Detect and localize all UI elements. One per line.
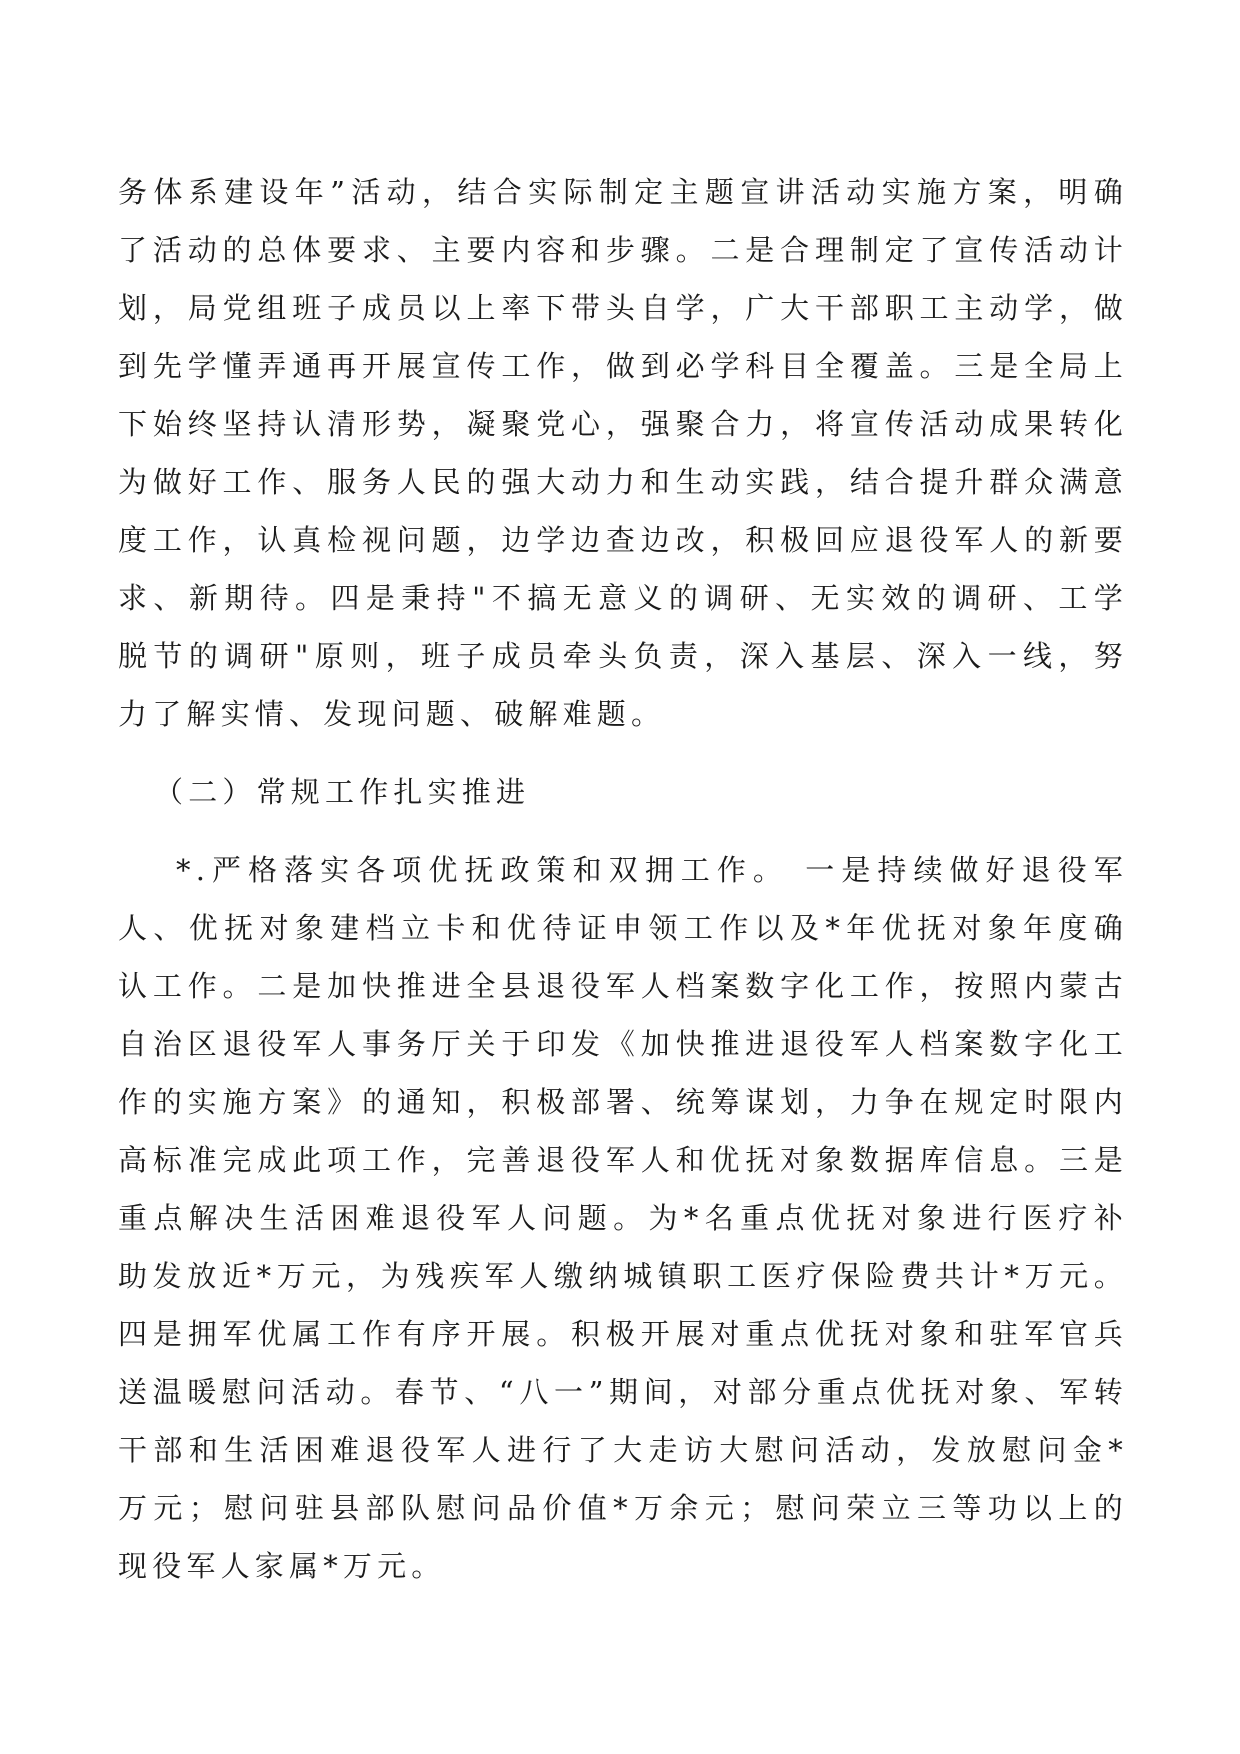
paragraph-continued: 务体系建设年”活动，结合实际制定主题宣讲活动实施方案，明确了活动的总体要求、主要内容和步骤。二是合理制定了宣传活动计划，局党组班子成员以上率下带头自学，广大干部职工主动学，做到先学懂弄通再开展宣传工作，做到必学科目全覆盖。三是全局上下始终坚持认清形势，凝聚党心，强聚合力，将宣传活动成果转化为做好工作、服务人民的强大动力和生动实践，结合提升群众满意度工作，认真检视问题，边学边查边改，积极回应退役军人的新要求、新期待。四是秉持"不搞无意义的调研、无实效的调研、工学脱节的调研"原则，班子成员牵头负责，深入基层、深入一线，努力了解实情、发现问题、破解难题。 bbox=[118, 175, 1128, 731]
paragraph-policy: *.严格落实各项优抚政策和双拥工作。 一是持续做好退役军人、优抚对象建档立卡和优待证申领工作以及*年优抚对象年度确认工作。二是加快推进全县退役军人档案数字化工作，按照内蒙古自治区退役军人事务厅关于印发《加快推进退役军人档案数字化工作的实施方案》的通知，积极部署、统筹谋划，力争在规定时限内高标准完成此项工作，完善退役军人和优抚对象数据库信息。三是重点解决生活困难退役军人问题。为*名重点优抚对象进行医疗补助发放近*万元，为残疾军人缴纳城镇职工医疗保险费共计*万元。四是拥军优属工作有序开展。积极开展对重点优抚对象和驻军官兵送温暖慰问活动。春节、“八一”期间，对部分重点优抚对象、军转干部和生活困难退役军人进行了大走访大慰问活动，发放慰问金*万元；慰问驻县部队慰问品价值*万余元；慰问荣立三等功以上的现役军人家属*万元。 bbox=[118, 853, 1128, 1583]
section-heading: （二）常规工作扎实推进 bbox=[154, 775, 531, 809]
paragraph-gap bbox=[118, 827, 1128, 841]
paragraph-gap bbox=[118, 743, 1128, 757]
document-body bbox=[118, 163, 1128, 1595]
